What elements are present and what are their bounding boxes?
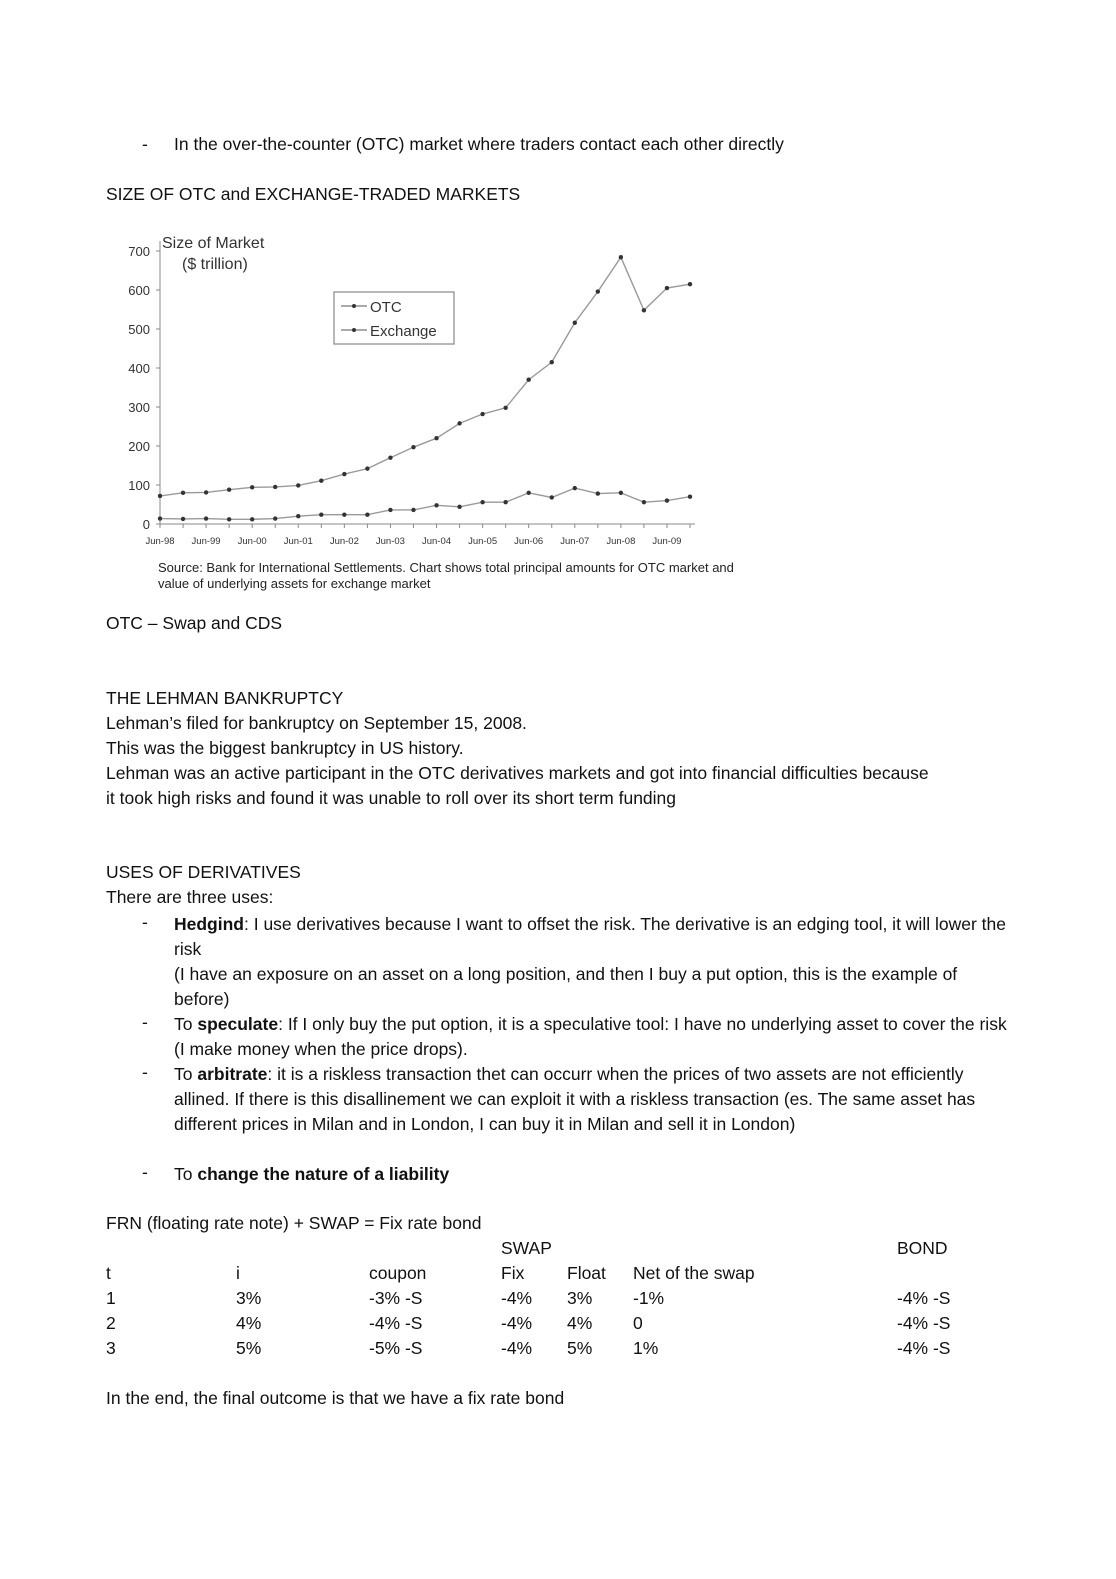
data-point-exchange	[365, 512, 369, 516]
table-cell: 3%	[236, 1288, 262, 1308]
y-axis	[128, 241, 160, 532]
x-tick-label: Jun-04	[421, 536, 452, 547]
data-point-otc	[296, 483, 300, 487]
data-point-otc	[480, 412, 484, 416]
chart-title: Size of Market	[162, 235, 265, 252]
data-point-exchange	[158, 516, 162, 520]
hedging-example: (I have an exposure on an asset on a long position, and then I buy a put option, this is the example of before)	[174, 964, 958, 1009]
data-point-exchange	[526, 491, 530, 495]
data-point-otc	[665, 286, 669, 290]
data-point-otc	[388, 456, 392, 460]
intro-bullet-text: In the over-the-counter (OTC) market where traders contact each other directly	[174, 134, 784, 154]
data-point-exchange	[434, 503, 438, 507]
arbitrate-prefix: To	[174, 1064, 198, 1084]
data-point-exchange	[181, 517, 185, 521]
header-cell: t	[106, 1263, 111, 1283]
header-cell: i	[236, 1263, 240, 1283]
data-point-otc	[342, 472, 346, 476]
data-point-exchange	[319, 512, 323, 516]
y-tick-label: 300	[128, 400, 150, 415]
table-cell: 4%	[236, 1313, 262, 1333]
bullet-dash: -	[142, 1012, 148, 1032]
chart-section-title: SIZE OF OTC and EXCHANGE-TRADED MARKETS	[106, 184, 521, 204]
table-cell: -4% -S	[897, 1338, 951, 1358]
x-tick-label: Jun-00	[237, 536, 267, 547]
x-tick-label: Jun-01	[283, 536, 313, 547]
hedging-text: : I use derivatives because I want to offset the risk. The derivative is an edging tool, it will lower the risk	[174, 914, 1006, 959]
table-cell: -4%	[501, 1288, 533, 1308]
chart-legend	[334, 292, 454, 344]
data-point-exchange	[457, 505, 461, 509]
data-point-exchange	[619, 491, 623, 495]
x-tick-label: Jun-03	[375, 536, 405, 547]
header-cell: Fix	[501, 1263, 525, 1283]
change-prefix: To	[174, 1164, 198, 1184]
data-point-exchange	[596, 491, 600, 495]
table-cell: 1%	[633, 1338, 659, 1358]
lehman-line-3: Lehman was an active participant in the OTC derivatives markets and got into financial difficulties because	[106, 763, 929, 783]
table-cell: 4%	[567, 1313, 593, 1333]
data-point-otc	[642, 308, 646, 312]
table-cell: 5%	[567, 1338, 593, 1358]
table-cell: -4% -S	[897, 1288, 951, 1308]
data-point-exchange	[388, 508, 392, 512]
data-point-otc	[550, 360, 554, 364]
table-cell: 1	[106, 1288, 116, 1308]
table-cell: -5% -S	[369, 1338, 423, 1358]
change-term: change the nature of a liability	[197, 1164, 450, 1184]
x-tick-label: Jun-08	[606, 536, 636, 547]
bullet-dash: -	[142, 134, 148, 154]
table-cell: -4%	[501, 1313, 533, 1333]
table-cell: 5%	[236, 1338, 262, 1358]
x-axis	[145, 524, 695, 547]
y-tick-label: 0	[142, 517, 150, 532]
x-tick-label: Jun-09	[652, 536, 682, 547]
data-point-otc	[688, 282, 692, 286]
frn-title: FRN (floating rate note) + SWAP = Fix rate bond	[106, 1213, 482, 1233]
hedging-term: Hedgind	[174, 914, 244, 934]
data-point-otc	[596, 289, 600, 293]
data-point-otc	[227, 487, 231, 491]
table-cell: 2	[106, 1313, 116, 1333]
data-point-otc	[503, 406, 507, 410]
uses-heading: USES OF DERIVATIVES	[106, 862, 301, 882]
x-tick-label: Jun-06	[514, 536, 544, 547]
legend-label-otc: OTC	[370, 299, 402, 316]
table-cell: -4% -S	[369, 1313, 423, 1333]
uses-intro: There are three uses:	[106, 887, 274, 907]
data-point-exchange	[342, 512, 346, 516]
header-cell: coupon	[369, 1263, 427, 1283]
table-cell: 3%	[567, 1288, 593, 1308]
y-tick-label: 100	[128, 478, 150, 493]
y-tick-label: 500	[128, 322, 150, 337]
chart-source-caption-1: Source: Bank for International Settlements. Chart shows total principal amounts for OTC market and	[158, 560, 734, 575]
arbitrate-text: : it is a riskless transaction thet can occurr when the prices of two assets are not efficiently allined. If there is this disallinement we can exploit it with a riskless transaction (es. The same asset has different prices in Milan and in London, I can buy it in Milan and sell it in London)	[174, 1064, 976, 1134]
hedging-item	[174, 912, 1014, 1012]
table-cell: 3	[106, 1338, 116, 1358]
speculate-item	[174, 1012, 1014, 1062]
otc-swap-line: OTC – Swap and CDS	[106, 613, 283, 633]
y-tick-label: 400	[128, 361, 150, 376]
y-tick-label: 600	[128, 283, 150, 298]
change-liability-item	[174, 1162, 1014, 1187]
bond-group-header: BOND	[897, 1238, 948, 1258]
data-point-exchange	[550, 495, 554, 499]
data-point-exchange	[411, 508, 415, 512]
data-point-otc	[573, 321, 577, 325]
table-cell: 0	[633, 1313, 643, 1333]
lehman-heading: THE LEHMAN BANKRUPTCY	[106, 688, 344, 708]
header-cell: Net of the swap	[633, 1263, 755, 1283]
data-point-exchange	[665, 498, 669, 502]
swap-group-header: SWAP	[501, 1238, 552, 1258]
y-tick-label: 200	[128, 439, 150, 454]
speculate-prefix: To	[174, 1014, 198, 1034]
chart-subtitle: ($ trillion)	[182, 256, 248, 273]
data-point-otc	[319, 479, 323, 483]
data-point-otc	[181, 491, 185, 495]
market-size-chart	[105, 228, 705, 558]
data-point-exchange	[204, 516, 208, 520]
speculate-term: speculate	[197, 1014, 279, 1034]
data-point-exchange	[573, 486, 577, 490]
x-tick-label: Jun-05	[468, 536, 498, 547]
bullet-dash: -	[142, 912, 148, 932]
arbitrate-item	[174, 1062, 1004, 1137]
data-point-exchange	[480, 500, 484, 504]
table-cell: -3% -S	[369, 1288, 423, 1308]
legend-label-exchange: Exchange	[370, 323, 437, 340]
data-point-otc	[619, 255, 623, 259]
data-point-otc	[411, 445, 415, 449]
arbitrate-term: arbitrate	[197, 1064, 268, 1084]
chart-source-caption-2: value of underlying assets for exchange market	[158, 576, 431, 591]
table-cell: -4% -S	[897, 1313, 951, 1333]
data-point-otc	[273, 485, 277, 489]
table-cell: -1%	[633, 1288, 665, 1308]
lehman-line-2: This was the biggest bankruptcy in US history.	[106, 738, 464, 758]
series-line-exchange	[160, 488, 690, 519]
x-tick-label: Jun-99	[191, 536, 221, 547]
x-tick-label: Jun-07	[560, 536, 590, 547]
data-point-exchange	[642, 500, 646, 504]
data-point-otc	[457, 421, 461, 425]
data-point-otc	[526, 378, 530, 382]
data-point-otc	[204, 490, 208, 494]
data-point-exchange	[688, 495, 692, 499]
data-point-otc	[434, 436, 438, 440]
data-point-otc	[365, 466, 369, 470]
data-point-otc	[158, 494, 162, 498]
lehman-line-4: it took high risks and found it was unable to roll over its short term funding	[106, 788, 677, 808]
data-point-exchange	[250, 517, 254, 521]
x-tick-label: Jun-98	[145, 536, 175, 547]
frn-conclusion: In the end, the final outcome is that we have a fix rate bond	[106, 1388, 565, 1408]
lehman-line-1: Lehman’s filed for bankruptcy on September 15, 2008.	[106, 713, 527, 733]
table-cell: -4%	[501, 1338, 533, 1358]
data-point-exchange	[503, 500, 507, 504]
bullet-dash: -	[142, 1062, 148, 1082]
x-tick-label: Jun-02	[329, 536, 359, 547]
data-point-exchange	[273, 516, 277, 520]
bullet-dash: -	[142, 1162, 148, 1182]
data-point-otc	[250, 485, 254, 489]
y-tick-label: 700	[128, 244, 150, 259]
data-point-exchange	[227, 517, 231, 521]
header-cell: Float	[567, 1263, 606, 1283]
speculate-text: : If I only buy the put option, it is a speculative tool: I have no underlying asset to cover the risk (I make money when the price drops).	[174, 1014, 1007, 1059]
data-point-exchange	[296, 514, 300, 518]
